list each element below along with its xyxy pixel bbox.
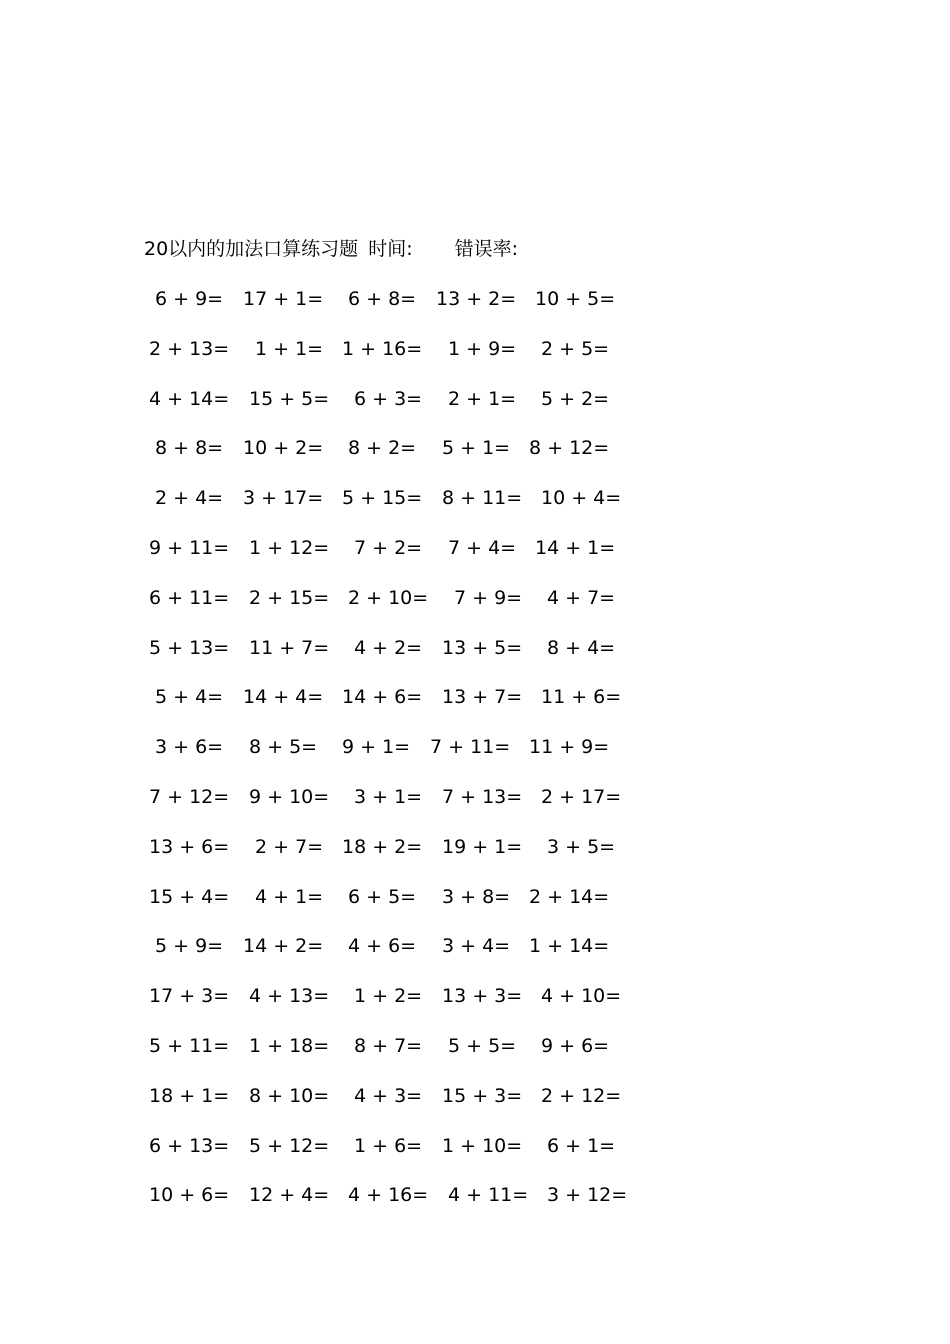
addition-problem: 5 + 1= xyxy=(442,437,511,460)
addition-problem: 8 + 2= xyxy=(348,437,417,460)
addition-problem: 10 + 5= xyxy=(535,288,616,310)
addition-problem: 15 + 3= xyxy=(442,1084,523,1107)
addition-problem: 3 + 17= xyxy=(243,487,324,510)
problem-row xyxy=(0,433,950,463)
addition-problem: 5 + 5= xyxy=(448,1035,517,1057)
addition-problem: 2 + 5= xyxy=(541,337,610,360)
problem-row xyxy=(0,1131,950,1161)
addition-problem: 4 + 13= xyxy=(249,985,330,1008)
addition-problem: 7 + 4= xyxy=(448,537,517,559)
addition-problem: 8 + 12= xyxy=(529,437,610,460)
addition-problem: 3 + 1= xyxy=(354,786,423,808)
addition-problem: 4 + 14= xyxy=(149,387,230,410)
addition-problem: 13 + 3= xyxy=(442,985,523,1008)
addition-problem: 1 + 16= xyxy=(342,337,423,360)
worksheet-title: 20以内的加法口算练习题 xyxy=(144,238,359,260)
addition-problem: 14 + 6= xyxy=(342,686,423,709)
addition-problem: 8 + 10= xyxy=(249,1084,330,1107)
addition-problem: 11 + 9= xyxy=(529,736,610,759)
addition-problem: 18 + 2= xyxy=(342,835,423,858)
addition-problem: 5 + 9= xyxy=(155,935,224,958)
addition-problem: 4 + 2= xyxy=(354,636,423,659)
addition-problem: 2 + 15= xyxy=(249,586,330,609)
problem-row xyxy=(0,732,950,762)
addition-problem: 6 + 11= xyxy=(149,586,230,609)
addition-problem: 7 + 12= xyxy=(149,786,230,808)
worksheet-header xyxy=(144,236,518,262)
problem-row xyxy=(0,931,950,961)
problem-row xyxy=(0,782,950,812)
addition-problem: 4 + 10= xyxy=(541,985,622,1008)
addition-problem: 8 + 5= xyxy=(249,736,318,759)
addition-problem: 13 + 2= xyxy=(436,288,517,310)
addition-problem: 8 + 11= xyxy=(442,487,523,510)
addition-problem: 6 + 5= xyxy=(348,885,417,908)
time-label: 时间: xyxy=(368,238,413,260)
addition-problem: 7 + 9= xyxy=(454,586,523,609)
addition-problem: 2 + 14= xyxy=(529,885,610,908)
problem-row xyxy=(0,284,950,314)
addition-problem: 6 + 8= xyxy=(348,288,417,310)
addition-problem: 8 + 8= xyxy=(155,437,224,460)
addition-problem: 2 + 17= xyxy=(541,786,622,808)
problem-row xyxy=(0,334,950,364)
addition-problem: 1 + 9= xyxy=(448,337,517,360)
addition-problem: 6 + 3= xyxy=(354,387,423,410)
addition-problem: 14 + 4= xyxy=(243,686,324,709)
addition-problem: 13 + 6= xyxy=(149,835,230,858)
addition-problem: 3 + 12= xyxy=(547,1184,628,1207)
addition-problem: 5 + 12= xyxy=(249,1134,330,1157)
addition-problem: 4 + 6= xyxy=(348,935,417,958)
addition-problem: 15 + 5= xyxy=(249,387,330,410)
addition-problem: 9 + 1= xyxy=(342,736,411,759)
problem-row xyxy=(0,832,950,862)
addition-problem: 1 + 10= xyxy=(442,1134,523,1157)
addition-problem: 18 + 1= xyxy=(149,1084,230,1107)
addition-problem: 13 + 7= xyxy=(442,686,523,709)
addition-problem: 5 + 15= xyxy=(342,487,423,510)
addition-problem: 17 + 1= xyxy=(243,288,324,310)
addition-problem: 10 + 4= xyxy=(541,487,622,510)
problem-row xyxy=(0,583,950,613)
problem-row xyxy=(0,633,950,663)
error-rate-label: 错误率: xyxy=(454,238,518,260)
problem-row xyxy=(0,1180,950,1210)
addition-problem: 1 + 1= xyxy=(255,337,324,360)
addition-problem: 1 + 18= xyxy=(249,1035,330,1057)
addition-problem: 11 + 7= xyxy=(249,636,330,659)
problem-row xyxy=(0,682,950,712)
addition-problem: 3 + 6= xyxy=(155,736,224,759)
addition-problem: 3 + 5= xyxy=(547,835,616,858)
problem-row xyxy=(0,384,950,414)
problem-row xyxy=(0,1031,950,1061)
addition-problem: 4 + 7= xyxy=(547,586,616,609)
addition-problem: 9 + 6= xyxy=(541,1035,610,1057)
addition-problem: 5 + 4= xyxy=(155,686,224,709)
addition-problem: 2 + 7= xyxy=(255,835,324,858)
addition-problem: 3 + 8= xyxy=(442,885,511,908)
addition-problem: 4 + 11= xyxy=(448,1184,529,1207)
addition-problem: 7 + 13= xyxy=(442,786,523,808)
addition-problem: 15 + 4= xyxy=(149,885,230,908)
problem-row xyxy=(0,1081,950,1111)
addition-problem: 4 + 3= xyxy=(354,1084,423,1107)
addition-problem: 2 + 4= xyxy=(155,487,224,510)
addition-problem: 1 + 12= xyxy=(249,537,330,559)
problem-row xyxy=(0,981,950,1011)
addition-problem: 7 + 2= xyxy=(354,537,423,559)
addition-problem: 3 + 4= xyxy=(442,935,511,958)
problem-row xyxy=(0,483,950,513)
addition-problem: 11 + 6= xyxy=(541,686,622,709)
addition-problem: 6 + 9= xyxy=(155,288,224,310)
problem-row xyxy=(0,533,950,563)
addition-problem: 14 + 2= xyxy=(243,935,324,958)
addition-problem: 1 + 14= xyxy=(529,935,610,958)
addition-problem: 9 + 11= xyxy=(149,537,230,559)
addition-problem: 6 + 1= xyxy=(547,1134,616,1157)
addition-problem: 5 + 13= xyxy=(149,636,230,659)
addition-problem: 4 + 1= xyxy=(255,885,324,908)
addition-problem: 8 + 7= xyxy=(354,1035,423,1057)
addition-problem: 1 + 2= xyxy=(354,985,423,1008)
addition-problem: 2 + 12= xyxy=(541,1084,622,1107)
addition-problem: 7 + 11= xyxy=(430,736,511,759)
addition-problem: 9 + 10= xyxy=(249,786,330,808)
addition-problem: 5 + 11= xyxy=(149,1035,230,1057)
addition-problem: 19 + 1= xyxy=(442,835,523,858)
addition-problem: 14 + 1= xyxy=(535,537,616,559)
addition-problem: 1 + 6= xyxy=(354,1134,423,1157)
addition-problem: 6 + 13= xyxy=(149,1134,230,1157)
addition-problem: 12 + 4= xyxy=(249,1184,330,1207)
addition-problem: 8 + 4= xyxy=(547,636,616,659)
addition-problem: 10 + 6= xyxy=(149,1184,230,1207)
addition-problem: 2 + 1= xyxy=(448,387,517,410)
addition-problem: 10 + 2= xyxy=(243,437,324,460)
addition-problem: 13 + 5= xyxy=(442,636,523,659)
addition-problem: 2 + 10= xyxy=(348,586,429,609)
addition-problem: 4 + 16= xyxy=(348,1184,429,1207)
problem-row xyxy=(0,882,950,912)
addition-problem: 17 + 3= xyxy=(149,985,230,1008)
addition-problem: 5 + 2= xyxy=(541,387,610,410)
addition-problem: 2 + 13= xyxy=(149,337,230,360)
